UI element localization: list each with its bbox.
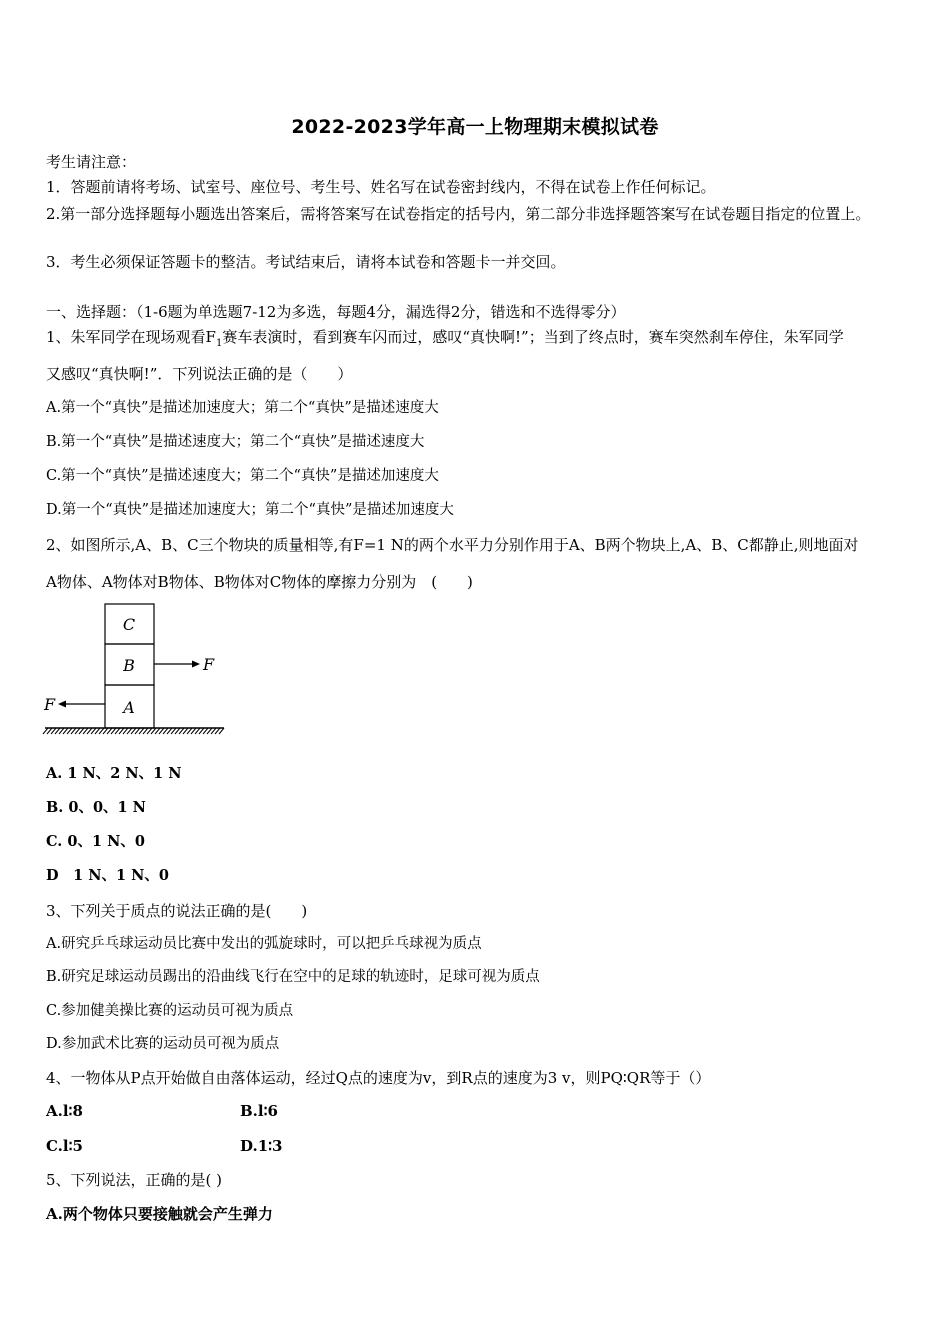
q2-option-a: A. 1 N、2 N、1 N — [46, 765, 182, 782]
exam-title: 2022-2023学年高一上物理期末模拟试卷 — [291, 116, 659, 138]
q1-stem: 1、朱军同学在现场观看$F_1$赛车表演时，看到赛车闪而过，感叹“真快啊!”；当到了终点时，赛车突然刹车停住，朱军同学 — [46, 328, 844, 349]
notice-heading: 考生请注意： — [46, 153, 137, 171]
blocks-figure — [40, 598, 240, 747]
q1-option-a: A.第一个“真快”是描述加速度大；第二个“真快”是描述速度大 — [46, 400, 439, 416]
blocks-diagram — [40, 598, 240, 743]
q3-option-d: D.参加武术比赛的运动员可视为质点 — [46, 1036, 280, 1052]
q1-option-b: B.第一个“真快”是描述速度大；第二个“真快”是描述速度大 — [46, 434, 425, 450]
label-c: C — [122, 615, 136, 634]
label-a: A — [123, 698, 135, 717]
q4-option-d: D.1∶3 — [240, 1137, 283, 1155]
ground-hatching — [43, 728, 224, 734]
q2-stem-cont: A物体、A物体对B物体、B物体对C物体的摩擦力分别为 ( ) — [46, 573, 473, 591]
q3-option-b: B.研究足球运动员踢出的沿曲线飞行在空中的足球的轨迹时，足球可视为质点 — [46, 969, 540, 985]
q2-stem: 2、如图所示,A、B、C三个物块的质量相等,有F=1 N的两个水平力分别作用于A、B两个物块上,A、B、C都静止,则地面对 — [46, 536, 859, 554]
q1-option-d: D.第一个“真快”是描述加速度大；第二个“真快”是描述加速度大 — [46, 502, 454, 518]
section-heading: 一、选择题：（1-6题为单选题7-12为多选，每题4分，漏选得2分，错选和不选得零分） — [46, 303, 626, 321]
q1-stem-cont: 又感叹“真快啊!”．下列说法正确的是（ ） — [46, 365, 353, 383]
q3-option-c: C.参加健美操比赛的运动员可视为质点 — [46, 1003, 294, 1019]
q4-stem: 4、一物体从P点开始做自由落体运动，经过Q点的速度为v，到R点的速度为3 v，则PQ∶QR等于（） — [46, 1069, 711, 1087]
arrowhead-right — [192, 661, 200, 668]
q4-option-c: C.l∶5 — [46, 1137, 83, 1155]
force-label-left: F — [44, 695, 56, 714]
q5-option-a: A.两个物体只要接触就会产生弹力 — [46, 1205, 273, 1223]
q2-option-c: C. 0、1 N、0 — [46, 833, 145, 850]
notice-item-1: 1．答题前请将考场、试室号、座位号、考生号、姓名写在试卷密封线内，不得在试卷上作任何标记。 — [46, 178, 716, 196]
q4-option-b: B.l∶6 — [240, 1102, 278, 1120]
force-label-right: F — [203, 655, 215, 674]
q3-option-a: A.研究乒乓球运动员比赛中发出的弧旋球时，可以把乒乓球视为质点 — [46, 936, 482, 952]
q3-stem: 3、下列关于质点的说法正确的是( ) — [46, 902, 308, 920]
label-b: B — [123, 656, 135, 675]
arrowhead-left — [58, 701, 66, 708]
q5-stem: 5、下列说法，正确的是( ) — [46, 1171, 223, 1189]
notice-item-2: 2.第一部分选择题每小题选出答案后，需将答案写在试卷指定的括号内，第二部分非选择题答案写在试卷题目指定的位置上。 — [46, 205, 871, 223]
q2-option-b: B. 0、0、1 N — [46, 799, 146, 816]
notice-item-3: 3．考生必须保证答题卡的整洁。考试结束后，请将本试卷和答题卡一并交回。 — [46, 253, 566, 271]
q1-option-c: C.第一个“真快”是描述速度大；第二个“真快”是描述加速度大 — [46, 468, 439, 484]
q4-option-a: A.l∶8 — [46, 1102, 83, 1120]
q2-option-d: D 1 N、1 N、0 — [46, 867, 169, 884]
